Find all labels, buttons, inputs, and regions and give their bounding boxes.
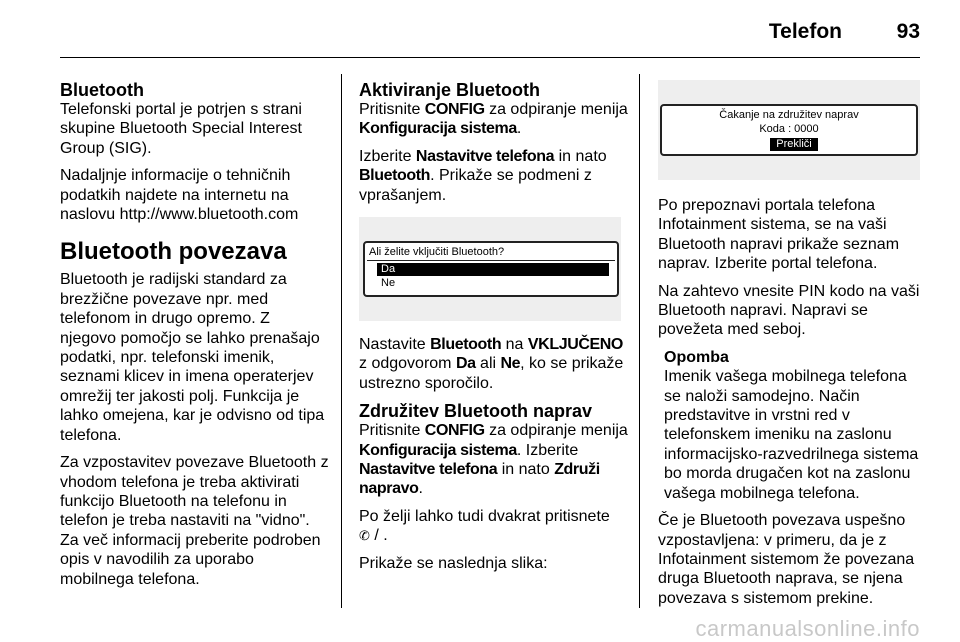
vkljuceno-paragraph: Nastavite Bluetooth na VKLJUČENO z odgovorom Da ali Ne, ko se prikaže ustrezno sporočilo. <box>359 336 624 392</box>
bluetooth-standard-paragraph: Bluetooth je radijski standard za brezžične povezave npr. med telefonom in drugo opremo. Z njegovo pomočjo se lahko prenašajo podatki, npr. telefonski imenik, seznami klicev in imena operaterjev omrežij ter jakosti polj. Funkcija je lahko omejena, kar je odvisno od tipa telefona. <box>60 271 325 444</box>
page-header <box>60 0 920 58</box>
bluetooth-setup-paragraph: Za vzpostavitev povezave Bluetooth z vhodom telefona je treba aktivirati funkcijo Bluetooth na telefonu in telefon je treba nastaviti na "vidno". Za več informacij preberite podroben opis v navodilih za uporabo mobilnega telefona. <box>60 454 329 588</box>
bluetooth-povezava-heading: Bluetooth povezava <box>60 238 287 266</box>
pairing-screen <box>658 80 920 180</box>
note-text: Imenik vašega mobilnega telefona se naloži samodejno. Način predstavitve in vrstni red v telefonskem imeniku na zaslonu informacijsko-razvedrilnega sistema bo morda drugačen kot na zaslonu vašega mobilnega telefona. <box>664 368 919 502</box>
pairing-code: Koda : 0000 <box>759 123 819 135</box>
page-number: 93 <box>896 20 920 43</box>
column-divider-1 <box>341 74 342 608</box>
bluetooth-question-screen <box>359 217 621 321</box>
phone-icon: ✆ <box>359 528 370 544</box>
zdruzitev-paragraph-1: Pritisnite CONFIG za odpiranje menija Konfiguracija sistema. Izberite Nastavitve telefona in nato Združi napravo. <box>359 422 628 498</box>
bluetooth-sig-paragraph: Telefonski portal je potrjen s strani skupine Bluetooth Special Interest Group (SIG). <box>60 101 302 157</box>
note-title: Opomba <box>664 348 729 366</box>
cancel-button: Prekliči <box>770 138 818 151</box>
recognition-paragraph: Po prepoznavi portala telefona Infotainment sistema, se na vaši Bluetooth napravi prikaže seznam naprav. Izberite portal telefona. <box>658 197 900 273</box>
column-1 <box>60 80 330 597</box>
dialog-question: Ali želite vključiti Bluetooth? <box>369 246 505 259</box>
option-da: Da <box>377 263 609 276</box>
dialog-box <box>363 241 619 297</box>
aktiviranje-heading: Aktiviranje Bluetooth <box>359 80 541 100</box>
pin-paragraph: Na zahtevo vnesite PIN kodo na vaši Bluetooth napravi. Napravi se povežeta med seboj. <box>658 282 920 339</box>
zdruzitev-heading: Združitev Bluetooth naprav <box>359 401 593 422</box>
page-title: Telefon <box>768 20 842 43</box>
bluetooth-url-paragraph: Nadaljnje informacije o tehničnih podatkih najdete na internetu na naslovu http://www.bluetooth.com <box>60 167 299 224</box>
connection-paragraph: Če je Bluetooth povezava uspešno vzpostavljena: v primeru, da je z Infotainment sistemom že povezana druga Bluetooth naprava, se njena povezava s sistemom prekine. <box>658 512 915 607</box>
bluetooth-heading: Bluetooth <box>60 80 144 100</box>
aktiviranje-paragraph-1: Pritisnite CONFIG za odpiranje menija Konfiguracija sistema. <box>359 101 628 138</box>
note-block <box>664 348 924 503</box>
pairing-dialog <box>660 104 918 156</box>
aktiviranje-paragraph-2: Izberite Nastavitve telefona in nato Bluetooth. Prikaže se podmeni z vprašanjem. <box>359 147 607 204</box>
zdruzitev-paragraph-3: Prikaže se naslednja slika: <box>359 554 548 572</box>
column-3 <box>658 80 924 616</box>
option-ne: Ne <box>381 277 396 290</box>
column-divider-2 <box>639 74 640 608</box>
zdruzitev-paragraph-2: Po želji lahko tudi dvakrat pritisnete ✆ / . <box>359 507 610 545</box>
column-2 <box>359 80 629 581</box>
watermark: carmanualsonline.info <box>695 616 920 641</box>
pairing-wait-text: Čakanje na združitev naprav <box>719 109 859 121</box>
